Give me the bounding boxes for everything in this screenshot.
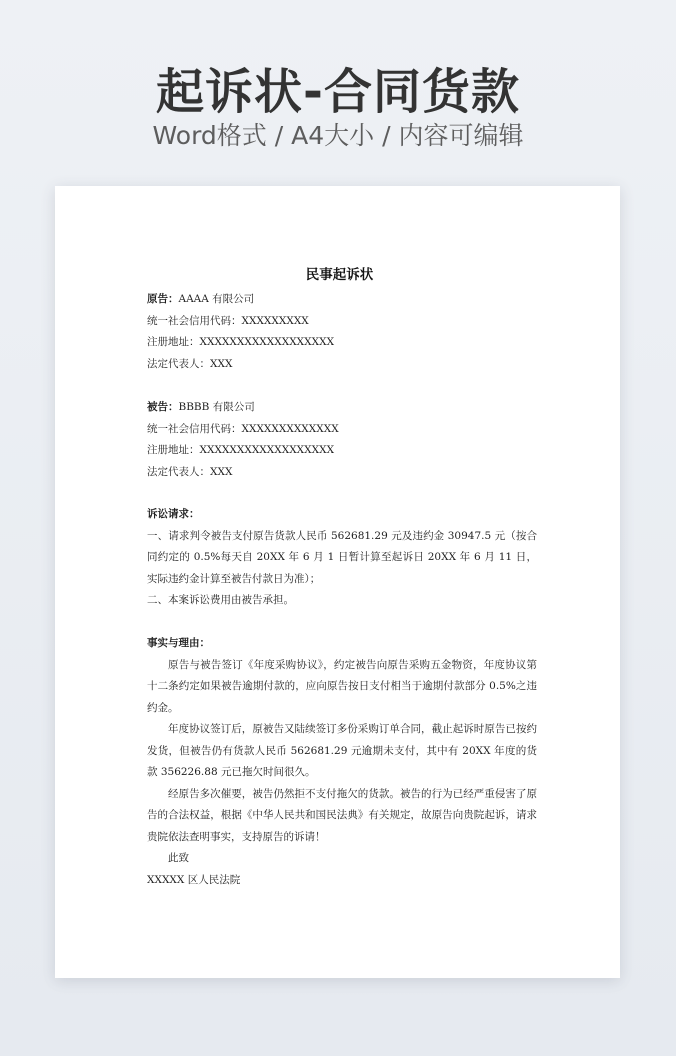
defendant-name-line — [147, 397, 537, 419]
defendant-credit-code: 统一社会信用代码：XXXXXXXXXXXXX — [147, 422, 339, 435]
plaintiff-credit-code: 统一社会信用代码：XXXXXXXXX — [147, 314, 309, 327]
claims-heading: 诉讼请求： — [147, 508, 200, 520]
plaintiff-name: AAAA 有限公司 — [178, 293, 255, 305]
hero-subtitle: Word格式 / A4大小 / 内容可编辑 — [152, 121, 524, 150]
defendant-label: 被告： — [147, 401, 179, 413]
defendant-representative: 法定代表人：XXX — [147, 465, 233, 478]
facts-paragraph-1: 原告与被告签订《年度采购协议》，约定被告向原告采购五金物资，年度协议第十二条约定如果被告逾期付款的，应向原告按日支付相当于逾期付款部分 0.5%之违约金。 — [147, 658, 537, 714]
defendant-address: 注册地址：XXXXXXXXXXXXXXXXXX — [147, 444, 335, 456]
defendant-section — [147, 397, 537, 483]
plaintiff-name-line — [147, 289, 537, 311]
plaintiff-representative: 法定代表人：XXX — [147, 357, 233, 370]
plaintiff-address: 注册地址：XXXXXXXXXXXXXXXXXX — [147, 336, 335, 348]
facts-paragraph-3: 经原告多次催要，被告仍然拒不支付拖欠的货款。被告的行为已经严重侵害了原告的合法权益，根据《中华人民共和国民法典》有关规定，故原告向贵院起诉，请求贵院依法查明事实，支持原告的诉请！ — [147, 787, 537, 843]
claim-item-1: 一、请求判令被告支付原告货款人民币 562681.29 元及违约金 30947.5 元（按合同约定的 0.5%每天自 20XX 年 6 月 1 日暂计算至起诉日 20XX 年 6 月 11 日，实际违约金计算至被告付款日为准）； — [147, 529, 537, 585]
claim-item-2: 二、本案诉讼费用由被告承担。 — [147, 594, 294, 606]
closing-salutation: 此致 — [168, 852, 189, 864]
document-page — [55, 186, 620, 978]
document-title: 民事起诉状 — [305, 267, 374, 283]
plaintiff-section — [147, 289, 537, 375]
hero-title: 起诉状-合同货款 — [156, 64, 520, 120]
facts-paragraph-2: 年度协议签订后，原被告又陆续签订多份采购订单合同，截止起诉时原告已按约发货，但被告仍有货款人民币 562681.29 元逾期未支付，其中有 20XX 年度的货款 356226.88 元已拖欠时间很久。 — [147, 723, 537, 778]
claims-section — [147, 504, 537, 612]
facts-heading: 事实与理由： — [147, 637, 210, 649]
facts-section — [147, 633, 537, 891]
court-name: XXXXX 区人民法院 — [147, 873, 241, 886]
plaintiff-label: 原告： — [147, 293, 179, 305]
defendant-name: BBBB 有限公司 — [178, 401, 255, 413]
